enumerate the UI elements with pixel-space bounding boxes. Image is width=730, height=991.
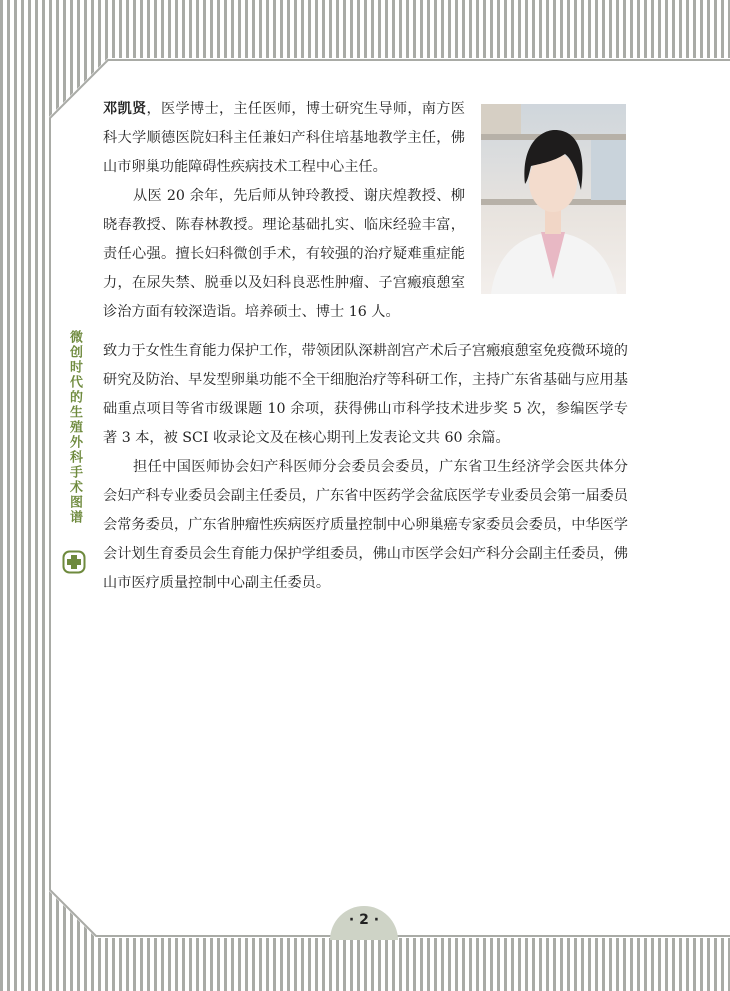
author-portrait [481, 104, 626, 294]
author-name: 邓凯贤 [103, 101, 147, 117]
bio-paragraph-research: 致力于女性生育能力保护工作，带领团队深耕剖宫产术后子宫瘢痕憩室免疫微环境的研究及防治、早发型卵巢功能不全干细胞治疗等科研工作，主持广东省基础与应用基础重点项目等省市级课题 10 余项，获得佛山市科学技术进步奖 5 次，参编医学专著 3 本，被 SCI 收录论文及在核心期刊上发表论文共 60 余篇。 [103, 343, 628, 446]
bio-paragraph-experience: 从医 20 余年，先后师从钟玲教授、谢庆煌教授、柳晓春教授、陈春林教授。理论基础扎实、临床经验丰富，责任心强。擅长妇科微创手术，有较强的治疗疑难重症能力，在尿失禁、脱垂以及妇科良恶性肿瘤、子宫瘢痕憩室诊治方面有较深造诣。培养硕士、博士 16 人。 [103, 188, 465, 320]
book-title-vertical: 微创时代的生殖外科手术图谱 [67, 330, 82, 525]
intro-text: ，医学博士，主任医师，博士研究生导师，南方医科大学顺德医院妇科主任兼妇产科住培基地教学主任，佛山市卵巢功能障碍性疾病技术工程中心主任。 [103, 101, 465, 175]
medical-cross-icon [62, 550, 86, 574]
page-number: · 2 · [348, 912, 380, 928]
bio-paragraph-positions: 担任中国医师协会妇产科医师分会委员会委员，广东省卫生经济学会医共体分会妇产科专业委员会副主任委员，广东省中医药学会盆底医学专业委员会第一届委员会常务委员，广东省肿瘤性疾病医疗质量控制中心卵巢癌专家委员会委员，中华医学会计划生育委员会生育能力保护学组委员，佛山市医学会妇产科分会副主任委员，佛山市医疗质量控制中心副主任委员。 [103, 459, 628, 591]
bio-paragraph-intro [103, 95, 465, 182]
